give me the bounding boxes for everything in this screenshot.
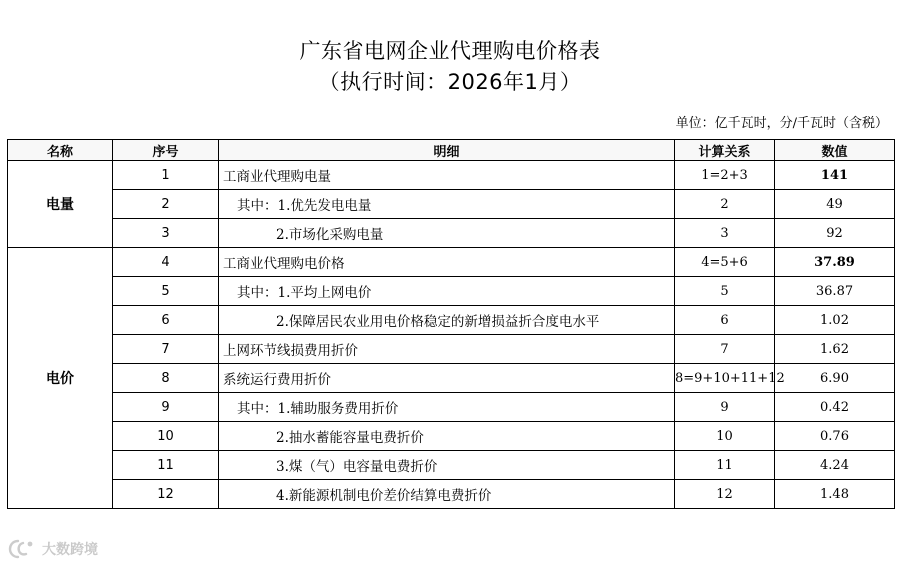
row-seq: 2: [113, 190, 219, 219]
row-calc: 6: [675, 306, 775, 335]
table-row: [8, 335, 895, 364]
row-detail: 上网环节线损费用折价: [219, 335, 675, 364]
row-seq: 3: [113, 219, 219, 248]
row-calc: 8=9+10+11+12: [675, 364, 775, 393]
row-value: 6.90: [775, 364, 895, 393]
table-row: [8, 219, 895, 248]
page-title: 广东省电网企业代理购电价格表: [299, 39, 601, 63]
row-value: 0.76: [775, 422, 895, 451]
header-detail: 明细: [219, 140, 675, 161]
row-detail: 4.新能源机制电价差价结算电费折价: [219, 480, 675, 509]
row-seq: 10: [113, 422, 219, 451]
unit-note: 单位：亿千瓦时，分/千瓦时（含税）: [675, 116, 888, 131]
page-subtitle: （执行时间：2026年1月）: [318, 70, 582, 94]
row-detail: 工商业代理购电价格: [219, 248, 675, 277]
row-calc: 10: [675, 422, 775, 451]
row-seq: 5: [113, 277, 219, 306]
table-row: [8, 248, 895, 277]
row-detail: 其中：1.平均上网电价: [219, 277, 675, 306]
header-seq: 序号: [113, 140, 219, 161]
table-row: [8, 422, 895, 451]
row-seq: 7: [113, 335, 219, 364]
watermark-logo-icon: [8, 538, 38, 560]
row-detail: 系统运行费用折价: [219, 364, 675, 393]
row-calc: 4=5+6: [675, 248, 775, 277]
group-price: 电价: [8, 248, 113, 509]
row-calc: 12: [675, 480, 775, 509]
row-calc: 5: [675, 277, 775, 306]
row-calc: 3: [675, 219, 775, 248]
row-detail: 3.煤（气）电容量电费折价: [219, 451, 675, 480]
row-seq: 6: [113, 306, 219, 335]
row-value: 1.48: [775, 480, 895, 509]
table-row: [8, 364, 895, 393]
row-calc: 2: [675, 190, 775, 219]
row-detail: 2.抽水蓄能容量电费折价: [219, 422, 675, 451]
table-row: [8, 393, 895, 422]
header-value: 数值: [775, 140, 895, 161]
row-value: 4.24: [775, 451, 895, 480]
row-detail: 其中：1.辅助服务费用折价: [219, 393, 675, 422]
row-seq: 9: [113, 393, 219, 422]
row-calc: 1=2+3: [675, 161, 775, 190]
row-value: 37.89: [775, 248, 895, 277]
watermark: [8, 538, 98, 560]
group-energy: 电量: [8, 161, 113, 248]
row-value: 1.62: [775, 335, 895, 364]
table-row: [8, 306, 895, 335]
row-value: 1.02: [775, 306, 895, 335]
table-row: [8, 277, 895, 306]
table-row: [8, 480, 895, 509]
row-detail: 工商业代理购电量: [219, 161, 675, 190]
row-seq: 11: [113, 451, 219, 480]
row-detail: 2.保障居民农业用电价格稳定的新增损益折合度电水平: [219, 306, 675, 335]
row-detail: 其中：1.优先发电电量: [219, 190, 675, 219]
header-calc: 计算关系: [675, 140, 775, 161]
watermark-text: 大数跨境: [42, 542, 98, 558]
header-name: 名称: [8, 140, 113, 161]
row-value: 0.42: [775, 393, 895, 422]
row-seq: 12: [113, 480, 219, 509]
table-row: [8, 190, 895, 219]
price-table: [7, 139, 895, 509]
row-detail: 2.市场化采购电量: [219, 219, 675, 248]
table-row: [8, 451, 895, 480]
row-seq: 4: [113, 248, 219, 277]
row-value: 49: [775, 190, 895, 219]
row-calc: 9: [675, 393, 775, 422]
row-value: 141: [775, 161, 895, 190]
row-calc: 7: [675, 335, 775, 364]
row-value: 36.87: [775, 277, 895, 306]
row-seq: 8: [113, 364, 219, 393]
table-header-row: [8, 140, 895, 161]
row-seq: 1: [113, 161, 219, 190]
row-calc: 11: [675, 451, 775, 480]
table-row: [8, 161, 895, 190]
row-value: 92: [775, 219, 895, 248]
